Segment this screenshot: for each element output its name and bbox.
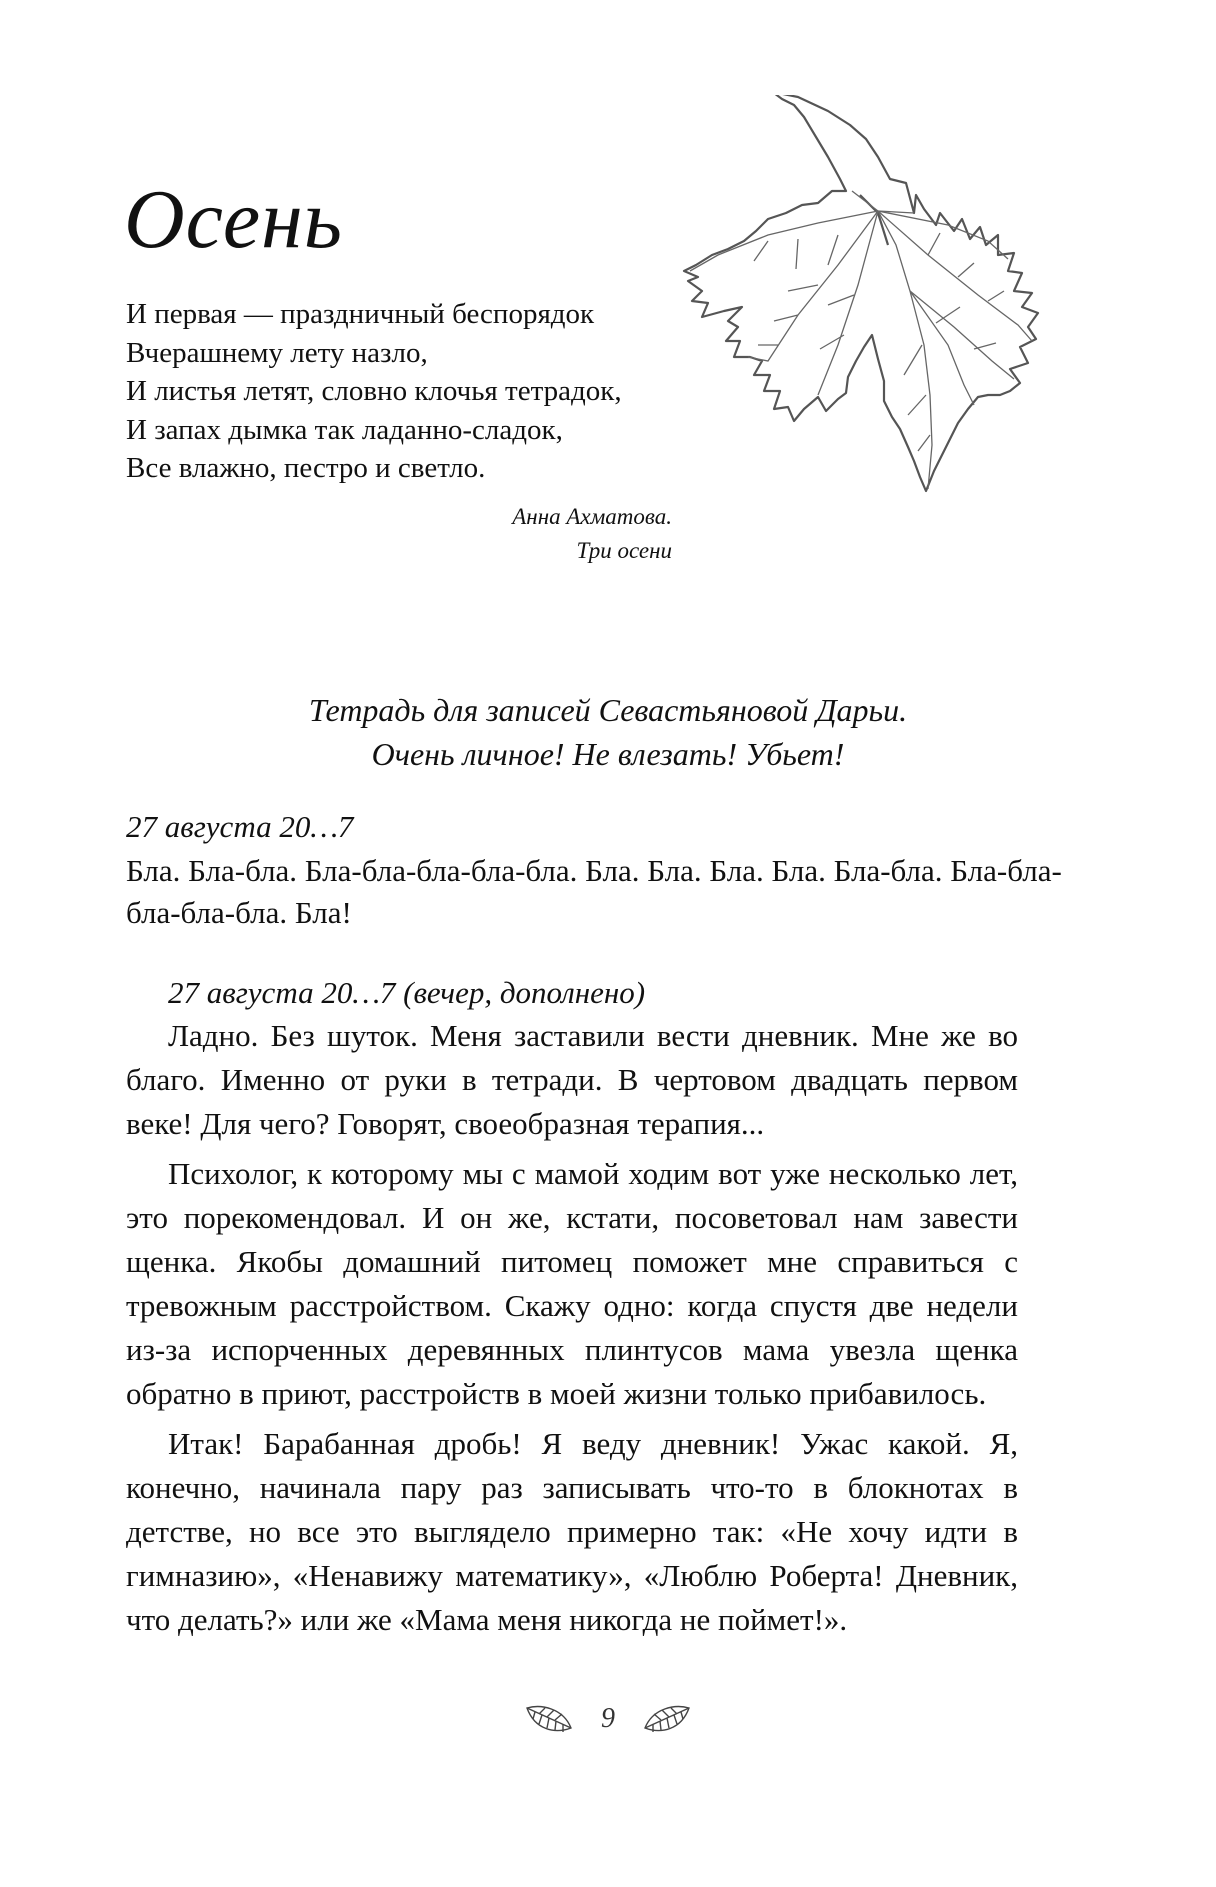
poem-work: Три осени (576, 538, 672, 563)
entry-text: Бла. Бла-бла. Бла-бла-бла-бла-бла. Бла. Бла. Бла. Бла. Бла-бла. Бла-бла-бла-бла-бла. Бла! (126, 853, 1062, 930)
entry-date: 27 августа 20…7 (вечер, дополнено) (168, 975, 646, 1010)
page-footer (490, 1696, 726, 1742)
entry-paragraph: Ладно. Без шуток. Меня заставили вести дневник. Мне же во благо. Именно от руки в тетради. В чертовом двадцать первом веке! Для чего? Говорят, своеобразная терапия... (126, 1018, 1018, 1141)
poem-line: И первая — праздничный беспорядок (126, 298, 595, 330)
page-number: 9 (601, 1703, 615, 1734)
maple-leaf-icon (678, 95, 1098, 515)
chapter-title: Осень (124, 173, 344, 266)
poem-author: Анна Ахматова. (512, 504, 672, 529)
entry-paragraph: Итак! Барабанная дробь! Я веду дневник! Ужас какой. Я, конечно, начинала пару раз записывать что-то в блокнотах в детстве, но все это выглядело примерно так: «Не хочу идти в гимназию», «Ненавижу математику», «Люблю Роберта! Дневник, что делать?» или же «Мама меня никогда не поймет!». (126, 1426, 1018, 1637)
epigraph-poem (126, 295, 686, 488)
entry-date: 27 августа 20…7 (126, 809, 354, 844)
entry-paragraph: Психолог, к которому мы с мамой ходим вот уже несколько лет, это порекомендовал. И он же, кстати, посоветовал нам завести щенка. Якобы домашний питомец поможет мне справиться с тревожным расстройством. Скажу одно: когда спустя две недели из-за испорченных деревянных плинтусов мама увезла щенка обратно в приют, расстройств в моей жизни только прибавилось. (126, 1156, 1018, 1411)
poem-line: И листья летят, словно клочья тетрадок, (126, 375, 622, 407)
small-leaf-icon (641, 1702, 693, 1736)
notebook-heading-line: Тетрадь для записей Севастьяновой Дарьи. (308, 692, 908, 728)
poem-line: Все влажно, пестро и светло. (126, 452, 486, 484)
notebook-heading (126, 688, 1090, 776)
small-leaf-icon (523, 1702, 575, 1736)
entry-body (126, 1014, 1018, 1648)
notebook-heading-line: Очень личное! Не влезать! Убьет! (371, 736, 845, 772)
poem-line: Вчерашнему лету назло, (126, 336, 428, 369)
poem-line: И запах дымка так ладанно-сладок, (126, 413, 563, 446)
epigraph-attribution (380, 500, 672, 568)
